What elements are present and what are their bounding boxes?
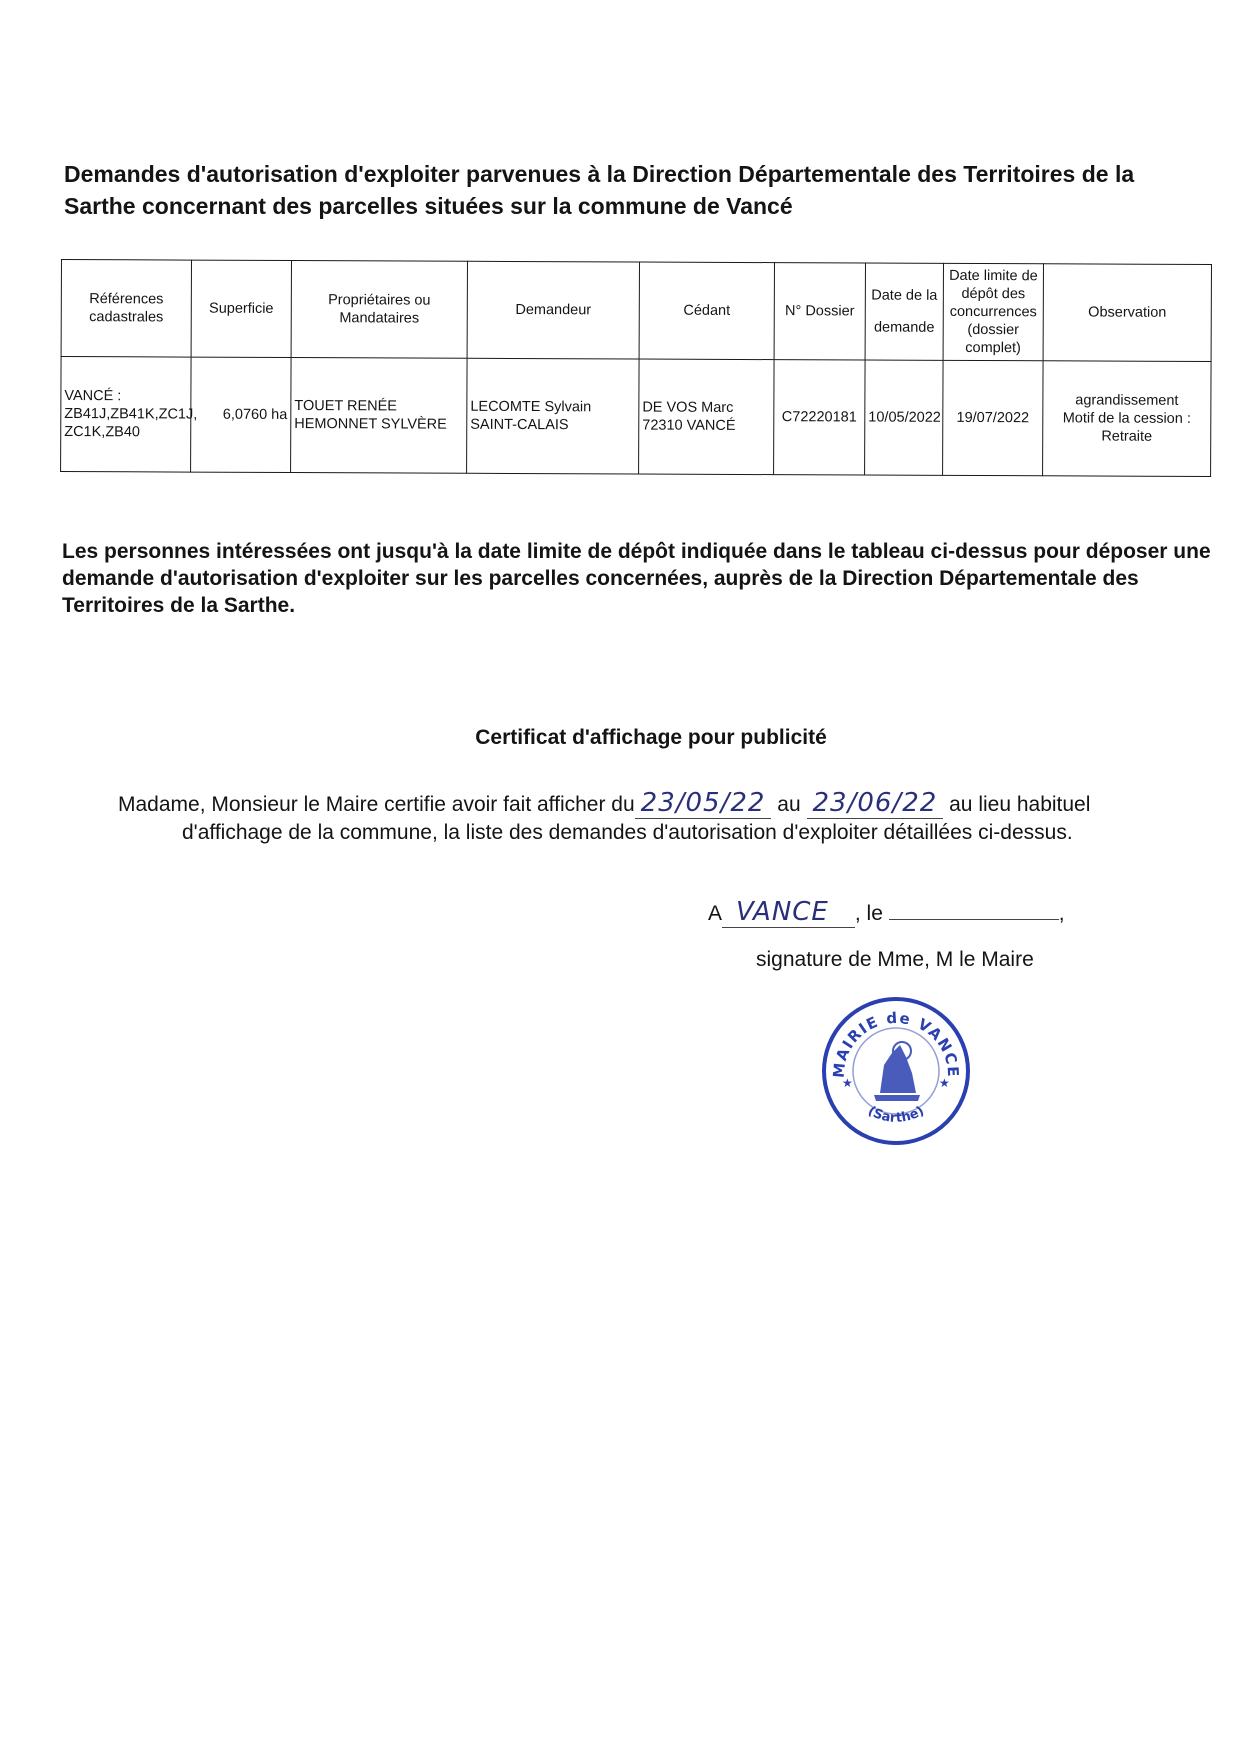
place-prefix: A [708,902,723,925]
title-line-1: Demandes d'autorisation d'exploiter parvenues à la Direction Départementale des Territoires de la [64,161,1135,187]
notice-line-2: demande d'autorisation d'exploiter sur les parcelles concernées, auprès de la Direction Départementale des [62,567,1139,590]
header-proprietaires: Propriétaires ou Mandataires [291,261,467,359]
header-demandeur: Demandeur [467,261,639,359]
header-references: Références cadastrales [61,260,191,358]
header-date-limite: Date limite de dépôt des concurrences (dossier complet) [943,263,1043,360]
stamp-bottom-text: (Sarthe) [865,1103,927,1126]
cell-date-limite: 19/07/2022 [943,360,1044,475]
cell-dossier: C72220181 [774,360,866,475]
cell-superficie: 6,0760 ha [191,357,292,472]
stamp-star-left-icon: ★ [842,1076,853,1090]
table-header-row [61,260,1211,362]
cell-proprietaires: TOUET RENÉE HEMONNET SYLVÈRE [291,358,468,474]
certificate-title: Certificat d'affichage pour publicité [475,726,827,749]
certificate-text-end: au lieu habituel [949,793,1091,816]
mairie-stamp [820,995,972,1147]
stamp-top-text: MAIRIE de VANCE [829,1008,963,1079]
parcels-table [60,259,1212,477]
header-cedant: Cédant [639,262,774,360]
signature-label: signature de Mme, M le Maire [756,948,1034,971]
title-line-2: Sarthe concernant des parcelles situées sur la commune de Vancé [64,193,793,219]
certificate-text [118,789,1188,847]
stamp-star-right-icon: ★ [939,1076,950,1090]
place-line: A VANCE , le , [708,897,1065,927]
notice-paragraph [62,538,1212,619]
notice-line-3: Territoires de la Sarthe. [62,594,296,617]
certificate-text-au: au [777,793,801,816]
cell-date-demande: 10/05/2022 [865,360,944,475]
cell-demandeur: LECOMTE Sylvain SAINT-CALAIS [467,358,640,474]
svg-text:(Sarthe) [865,1104,927,1126]
certificate-text-start: Madame, Monsieur le Maire certifie avoir fait afficher du [118,793,635,816]
header-superficie: Superficie [191,260,291,357]
header-observation: Observation [1043,264,1211,362]
handwritten-date-from: 23/05/22 [635,788,772,819]
notice-line-1: Les personnes intéressées ont jusqu'à la date limite de dépôt indiquée dans le tableau ci-dessus pour déposer une [62,540,1211,563]
certificate-line-2: d'affichage de la commune, la liste des demandes d'autorisation d'exploiter détaillées ci-dessus. [182,821,1073,844]
cell-cedant: DE VOS Marc 72310 VANCÉ [639,359,775,475]
header-dossier: N° Dossier [774,263,865,360]
handwritten-place: VANCE [722,897,855,928]
table-row [61,357,1211,477]
header-date-demande: Date de la demande [865,263,943,360]
place-le: , le [854,902,883,925]
stamp-emblem-icon [874,1042,920,1101]
handwritten-date-to: 23/06/22 [807,788,944,819]
cell-references: VANCÉ : ZB41J,ZB41K,ZC1J, ZC1K,ZB40 [61,357,192,473]
date-blank [889,919,1059,920]
document-title [64,158,1174,222]
cell-observation: agrandissement Motif de la cession : Retraite [1043,361,1212,477]
